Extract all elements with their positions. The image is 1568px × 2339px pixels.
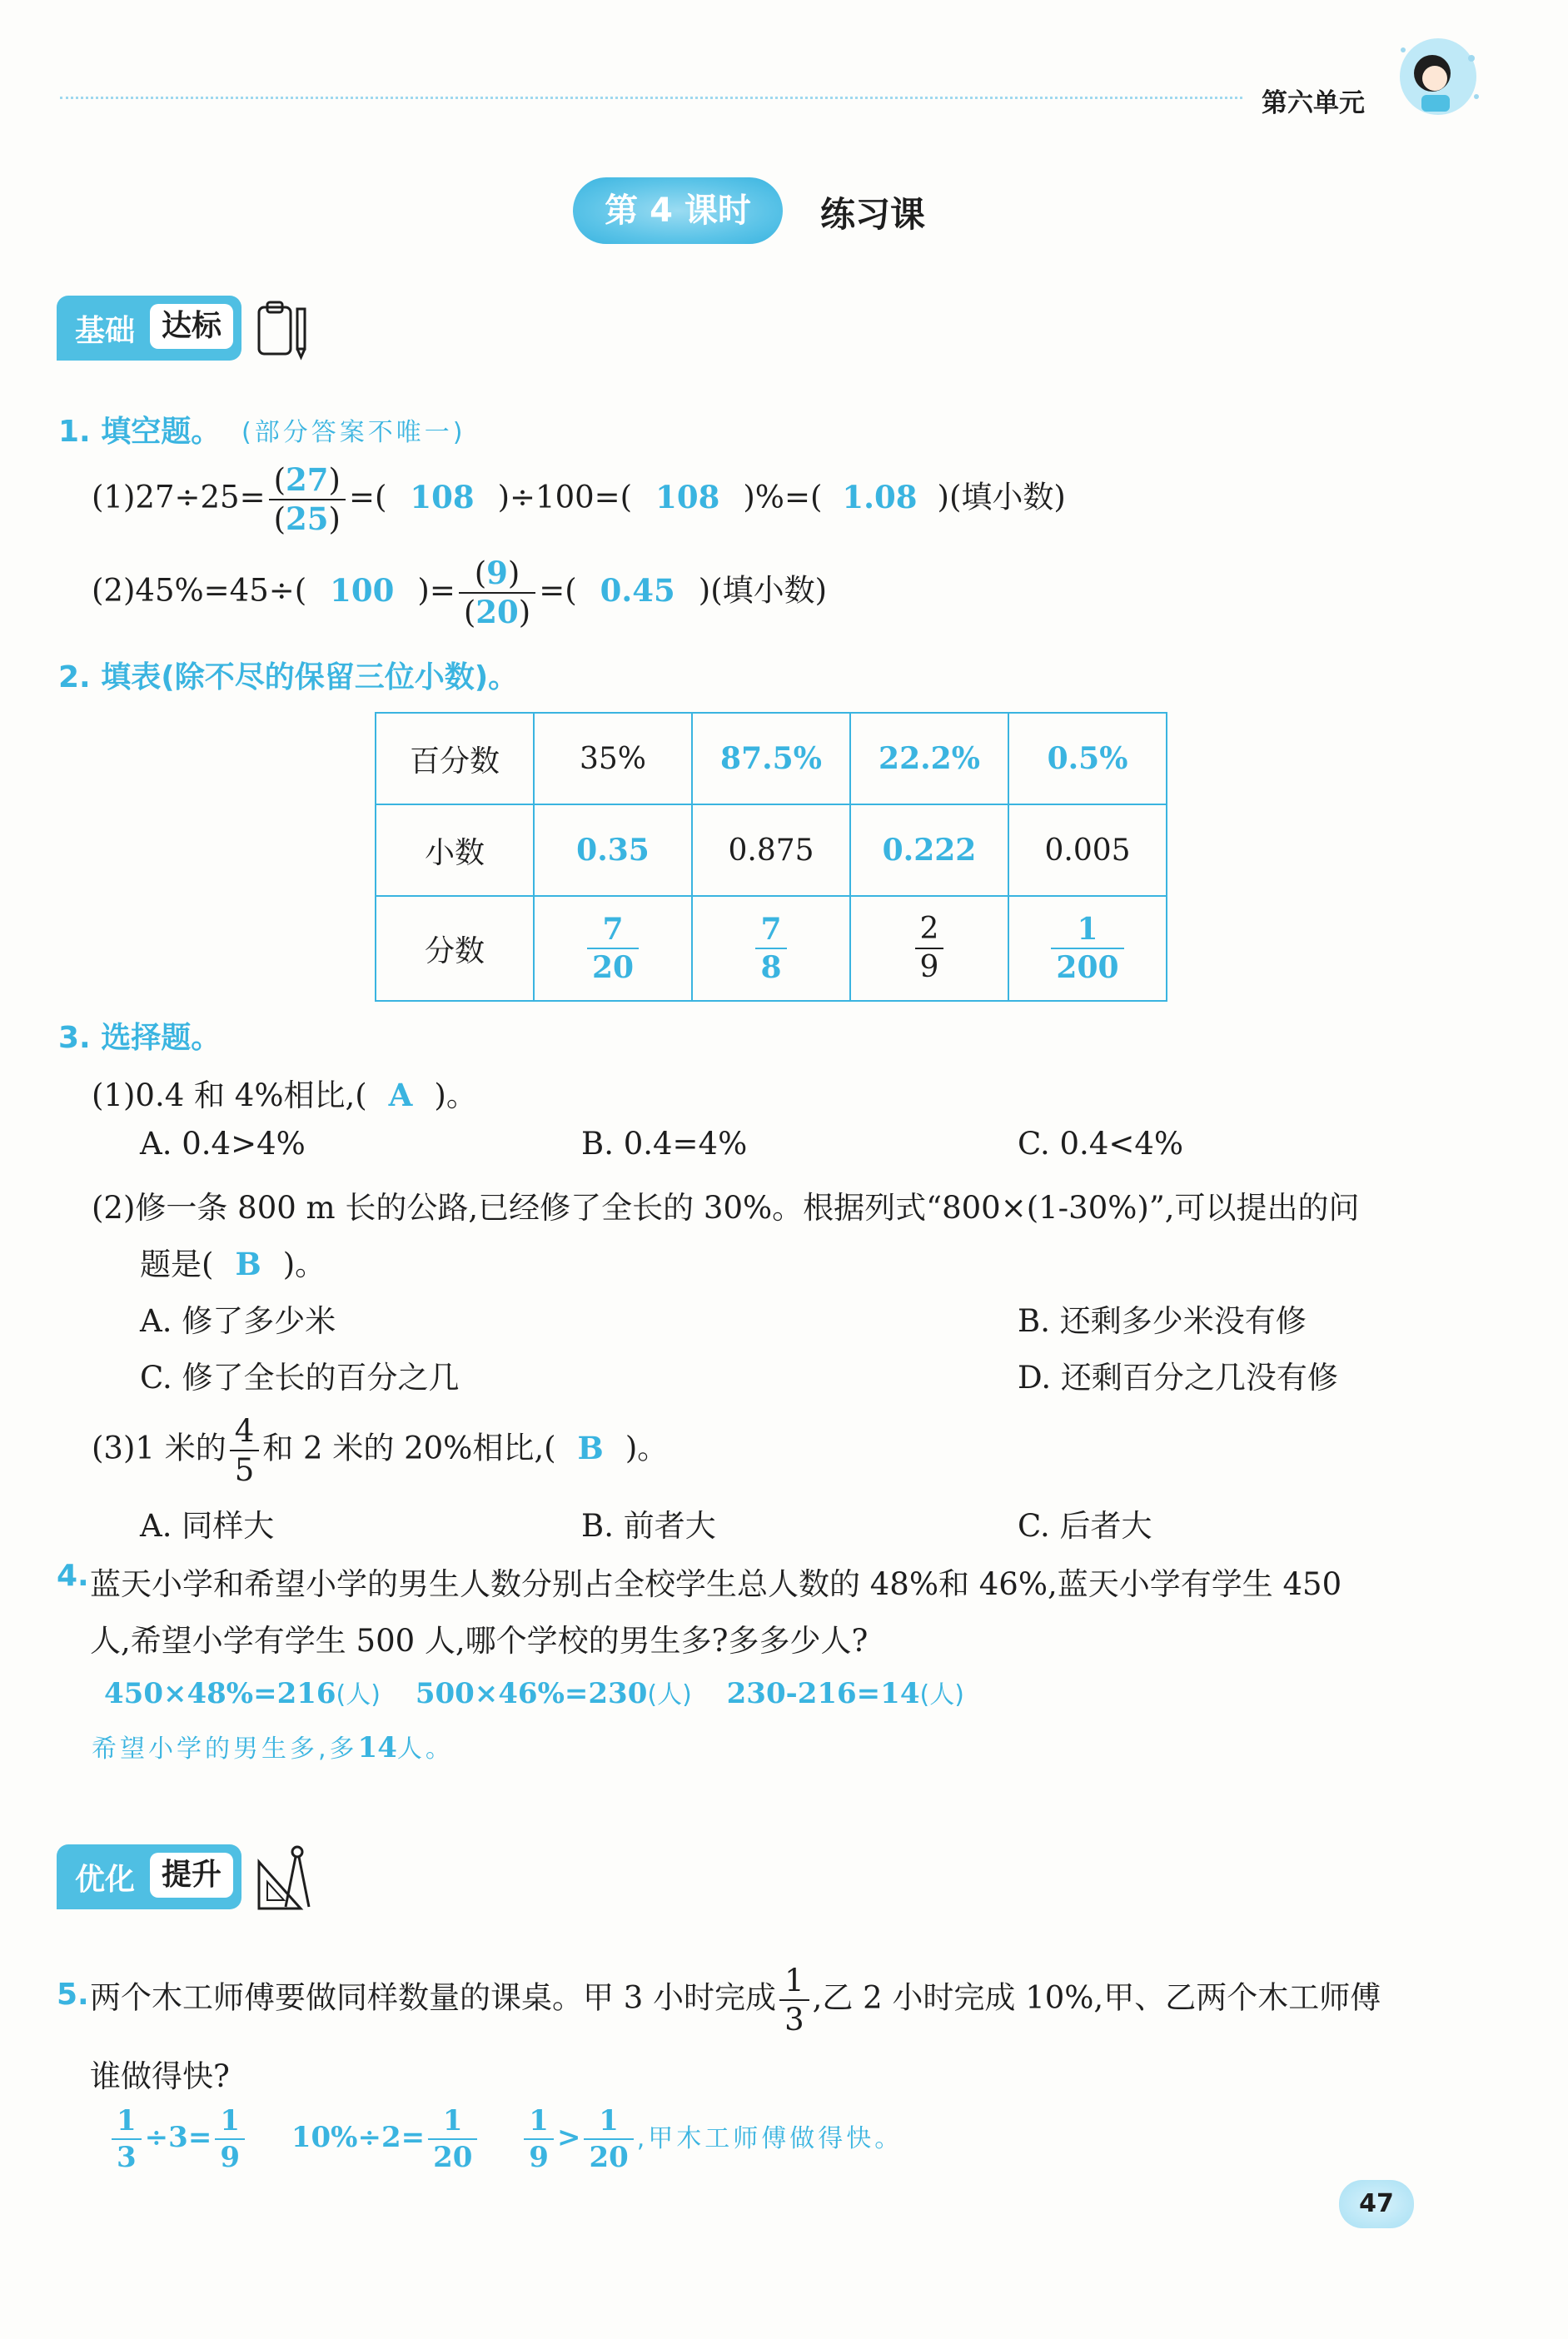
q1p2-mid1: )= [417, 572, 455, 609]
page-number-badge [1339, 2180, 1414, 2228]
option-b: B. 前者大 [581, 1508, 716, 1544]
table-cell-answer: $\frac{7}{20}$ [534, 896, 692, 1001]
q4-answer-conclusion: 希望小学的男生多,多14人。 [92, 1731, 454, 1764]
q1-part2 [92, 555, 828, 630]
table-row [376, 713, 1167, 804]
q1p1-answer2: 108 [655, 478, 720, 515]
q1p1-answer1: 108 [410, 478, 475, 515]
option-c: C. 0.4<4% [1018, 1126, 1184, 1162]
q1-label: 1. 填空题。 [58, 415, 222, 449]
q3-part1: (1)0.4 和 4%相比,( A )。 [92, 1077, 477, 1113]
table-cell-answer: $\frac{7}{8}$ [692, 896, 850, 1001]
page-number: 47 [1359, 2189, 1394, 2218]
clipboard-pencil-icon [254, 296, 312, 362]
table-cell: 35% [534, 713, 692, 804]
section-badge-basic [57, 296, 241, 361]
unit-label: 第六单元 [1262, 88, 1365, 118]
section-badge-left: 基础 [75, 314, 136, 348]
table-cell: 0.875 [692, 804, 850, 896]
row-head-percent: 百分数 [376, 713, 534, 804]
option-c: C. 后者大 [1018, 1508, 1152, 1544]
table-cell-answer: $\frac{1}{200}$ [1008, 896, 1167, 1001]
lesson-badge-text: 第 4 课时 [605, 192, 751, 230]
section-badge-right: 提升 [150, 1853, 233, 1898]
table-cell-answer: 0.5% [1008, 713, 1167, 804]
option-c: C. 修了全长的百分之几 [140, 1360, 460, 1396]
row-head-decimal: 小数 [376, 804, 534, 896]
q1p2-post: )(填小数) [698, 572, 828, 609]
q3p3-fraction: $\frac{4}{5}$ [230, 1416, 260, 1486]
option-b: B. 0.4=4% [581, 1126, 748, 1162]
q5-answer: $\frac{1}{3}$ ÷3= $\frac{1}{9}$ 10%÷2= $\frac{1}{20}$ $\frac{1}{9}$ > $\frac{1}{20}$ ,甲木工师傅做得快。 [108, 2107, 903, 2172]
q4-line2: 人,希望小学有学生 500 人,哪个学校的男生多?多多少人? [90, 1623, 869, 1659]
table-row [376, 804, 1167, 896]
section-badge-right: 达标 [150, 304, 233, 349]
q1p1-answer3: 1.08 [842, 478, 918, 515]
q3p1-answer: A [388, 1077, 413, 1113]
option-a: A. 0.4>4% [140, 1126, 306, 1162]
table-row [376, 896, 1167, 1001]
table-cell-answer: 87.5% [692, 713, 850, 804]
q4-line1: 蓝天小学和希望小学的男生人数分别占全校学生总人数的 48%和 46%,蓝天小学有学生 450 [90, 1566, 1342, 1602]
lesson-title: 练习课 [820, 194, 926, 235]
q4-answer-calc: 450×48%=216(人) 500×46%=230(人) 230-216=14(人) [104, 1677, 964, 1710]
q1-part1 [92, 461, 1066, 537]
option-a: A. 修了多少米 [140, 1303, 336, 1339]
ruler-compass-icon [254, 1842, 321, 1914]
lesson-badge [573, 177, 783, 244]
table-cell: 0.005 [1008, 804, 1167, 896]
q1p1-den: 25 [286, 500, 329, 537]
q5-fraction: $\frac{1}{3}$ [779, 1965, 809, 2035]
q2-label: 2. 填表(除不尽的保留三位小数)。 [58, 660, 519, 694]
q1p2-answer1: 100 [330, 571, 395, 609]
q3-label: 3. 选择题。 [58, 1021, 222, 1055]
table-cell-answer: 0.35 [534, 804, 692, 896]
q1p1-mid1: =( [348, 479, 387, 515]
q1p2-num: 9 [486, 555, 508, 591]
q1p1-fraction: $\frac{(27)}{(25)}$ [269, 465, 346, 535]
q4-number: 4. [57, 1559, 89, 1593]
q1p1-pre: (1)27÷25= [92, 479, 266, 515]
section-badge-advanced [57, 1844, 241, 1909]
q1p1-num: 27 [286, 461, 329, 498]
q1-note: (部分答案不唯一) [241, 418, 466, 447]
row-head-fraction: 分数 [376, 896, 534, 1001]
q5-number: 5. [57, 1978, 89, 2012]
q1p2-pre: (2)45%=45÷( [92, 572, 307, 609]
q3-part3: (3)1 米的 $\frac{4}{5}$ 和 2 米的 20%相比,( B )。 [92, 1413, 669, 1488]
section-badge-left: 优化 [75, 1863, 136, 1897]
q1p2-mid2: =( [539, 572, 577, 609]
header-rule [60, 97, 1242, 99]
option-a: A. 同样大 [140, 1508, 275, 1544]
q3-part2-line1: (2)修一条 800 m 长的公路,已经修了全长的 30%。根据列式“800×(1-30%)”,可以提出的问 [92, 1190, 1360, 1226]
q1p1-mid2: )÷100=( [497, 479, 633, 515]
table-cell: $\frac{2}{9}$ [850, 896, 1008, 1001]
table-cell-answer: 22.2% [850, 713, 1008, 804]
q3p2-answer: B [235, 1246, 261, 1282]
q1p1-mid3: )%=( [743, 479, 823, 515]
option-b: B. 还剩多少米没有修 [1018, 1303, 1307, 1339]
q3-part2-line2: 题是( B )。 [140, 1246, 326, 1282]
q5-line2: 谁做得快? [90, 2058, 230, 2094]
option-d: D. 还剩百分之几没有修 [1018, 1360, 1338, 1396]
q5-line1: 两个木工师傅要做同样数量的课桌。甲 3 小时完成 $\frac{1}{3}$ ,乙 2 小时完成 10%,甲、乙两个木工师傅 [90, 1963, 1381, 2038]
girl-mascot-icon [1386, 25, 1486, 125]
q1p2-fraction: $\frac{(9)}{(20)}$ [459, 558, 535, 628]
q1p2-den: 20 [475, 594, 519, 630]
q1p1-post: )(填小数) [937, 479, 1066, 515]
table-cell-answer: 0.222 [850, 804, 1008, 896]
conversion-table [375, 712, 1167, 1002]
q1p2-answer2: 0.45 [600, 571, 675, 609]
q3p3-answer: B [577, 1429, 604, 1466]
